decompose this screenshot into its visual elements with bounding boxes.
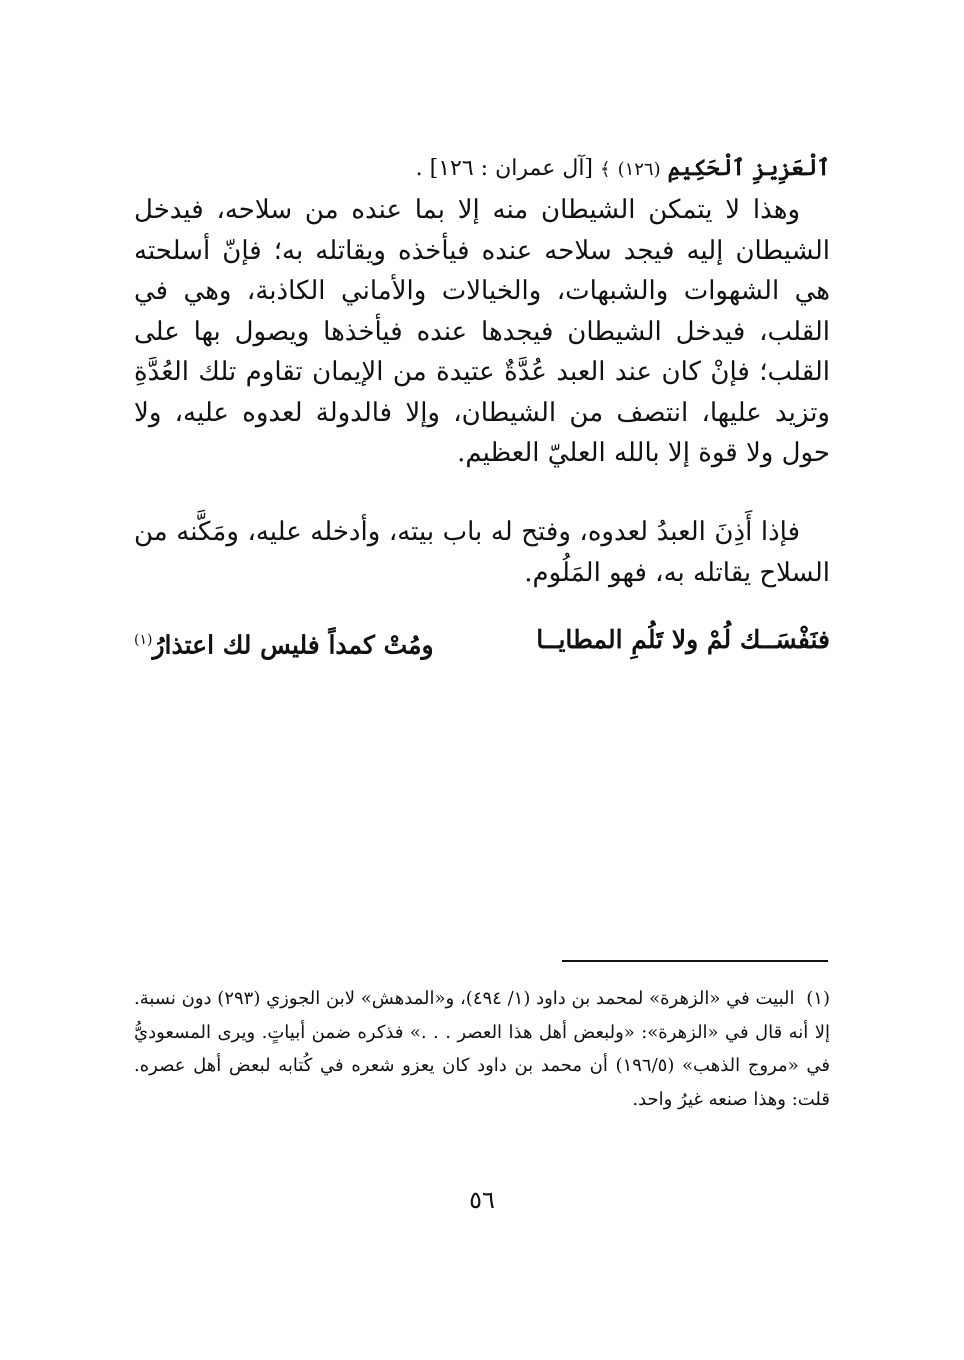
poem-second-hemistich: ومُتْ كمداً فليس لك اعتذارُ — [152, 630, 434, 660]
poem-first-hemistich: فنَفْسَــك لُمْ ولا تَلُمِ المطايــا — [536, 625, 830, 654]
footnote — [134, 982, 830, 1116]
quran-verse-line — [134, 148, 830, 190]
paragraph-2: فإذا أَذِنَ العبدُ لعدوه، وفتح له باب بيته، وأدخله عليه، ومَكَّنه من السلاح يقاتله به، فهو المَلُوم. — [134, 517, 830, 588]
verse-closing-ornament: ﴾ — [600, 159, 611, 180]
footnote-separator — [562, 960, 828, 962]
footnote-text: البيت في «الزهرة» لمحمد بن داود (١/ ٤٩٤)، و«المدهش» لابن الجوزي (٢٩٣) دون نسبة. إلا أنه قال في «الزهرة»: «ولبعض أهل هذا العصر . . .» فذكره ضمن أبياتٍ. ويرى المسعوديُّ في «مروج الذهب» (١٩٦/٥) أن محمد بن داود كان يعزو شعره في كُتابه لبعض أهل عصره. قلت: وهذا صنعه غيرُ واحد. — [134, 988, 830, 1110]
page-number: ٥٦ — [469, 1186, 495, 1214]
verse-number: ١٢٦ — [624, 159, 654, 180]
quran-verse-text: ٱلْعَزِيزِ ٱلْحَكِيمِ — [667, 155, 830, 181]
footnote-reference: (١) — [134, 632, 153, 648]
poem-second-hemistich-wrap — [134, 618, 434, 667]
verse-reference: [آل عمران : ١٢٦] . — [415, 156, 594, 181]
poem-verse — [134, 618, 830, 662]
verse-number-marker: (١٢٦) — [617, 159, 661, 180]
footnote-marker: (١) — [806, 988, 830, 1009]
paragraph-1: وهذا لا يتمكن الشيطان منه إلا بما عنده من سلاحه، فيدخل الشيطان إليه فيجد سلاحه عنده فيأخذه ويقاتله به؛ فإنّ أسلحته هي الشهوات والشبهات، والخيالات والأماني الكاذبة، وهي في القلب، فيدخل الشيطان فيجدها عنده فيأخذها ويصول بها على القلب؛ فإنْ كان عند العبد عُدَّةٌ عتيدة من الإيمان تقاوم تلك العُدَّةِ وتزيد عليها، انتصف من الشيطان، وإلا فالدولة لعدوه عليه، ولا حول ولا قوة إلا بالله العليّ العظيم. — [134, 195, 830, 468]
